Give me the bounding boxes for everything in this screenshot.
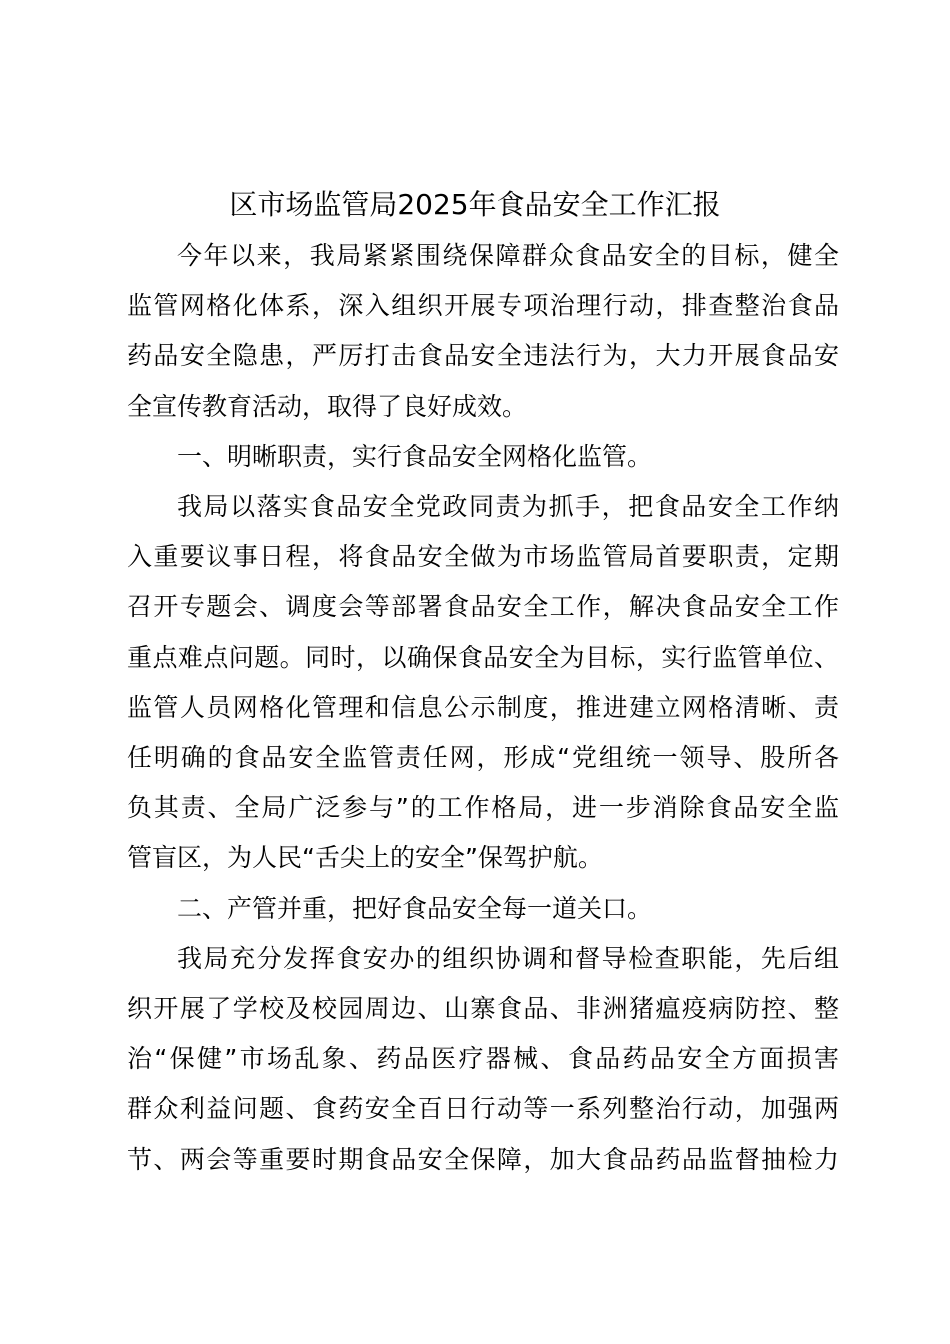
- intro-paragraph: [127, 231, 839, 432]
- paragraph-line: 我局以落实食品安全党政同责为抓手，把食品安全工作纳: [177, 492, 839, 522]
- document-title: 区市场监管局2025年食品安全工作汇报: [229, 188, 721, 221]
- paragraph-line: 我局充分发挥食安办的组织协调和督导检查职能，先后组: [177, 943, 839, 973]
- document-body: [127, 231, 839, 1185]
- section-2-paragraph: [127, 934, 839, 1185]
- section-1-paragraph: [127, 482, 839, 884]
- paragraph-line: 负其责、全局广泛参与”的工作格局，进一步消除食品安全监: [127, 793, 839, 823]
- section-heading-2: 二、产管并重，把好食品安全每一道关口。: [177, 893, 653, 923]
- paragraph-line: 监管人员网格化管理和信息公示制度，推进建立网格清晰、责: [127, 692, 839, 722]
- paragraph-line: 重点难点问题。同时，以确保食品安全为目标，实行监管单位、: [127, 642, 839, 672]
- paragraph-line: 群众利益问题、食药安全百日行动等一系列整治行动，加强两: [127, 1094, 839, 1124]
- paragraph-line: 今年以来，我局紧紧围绕保障群众食品安全的目标，健全: [177, 241, 839, 270]
- paragraph-line: 任明确的食品安全监管责任网，形成“党组统一领导、股所各: [127, 743, 839, 773]
- paragraph-line: 管盲区，为人民“舌尖上的安全”保驾护航。: [127, 843, 603, 873]
- paragraph-line: 织开展了学校及校园周边、山寨食品、非洲猪瘟疫病防控、整: [127, 994, 839, 1024]
- section-heading-1: 一、明晰职责，实行食品安全网格化监管。: [177, 441, 653, 471]
- paragraph-line: 监管网格化体系，深入组织开展专项治理行动，排查整治食品: [127, 291, 839, 321]
- paragraph-line: 药品安全隐患，严厉打击食品安全违法行为，大力开展食品安: [127, 341, 839, 371]
- paragraph-line: 节、两会等重要时期食品安全保障，加大食品药品监督抽检力: [127, 1144, 839, 1174]
- paragraph-line: 召开专题会、调度会等部署食品安全工作，解决食品安全工作: [127, 592, 839, 622]
- paragraph-line: 全宣传教育活动，取得了良好成效。: [127, 391, 528, 421]
- paragraph-line: 治“保健”市场乱象、药品医疗器械、食品药品安全方面损害: [127, 1044, 839, 1074]
- paragraph-line: 入重要议事日程，将食品安全做为市场监管局首要职责，定期: [127, 542, 839, 572]
